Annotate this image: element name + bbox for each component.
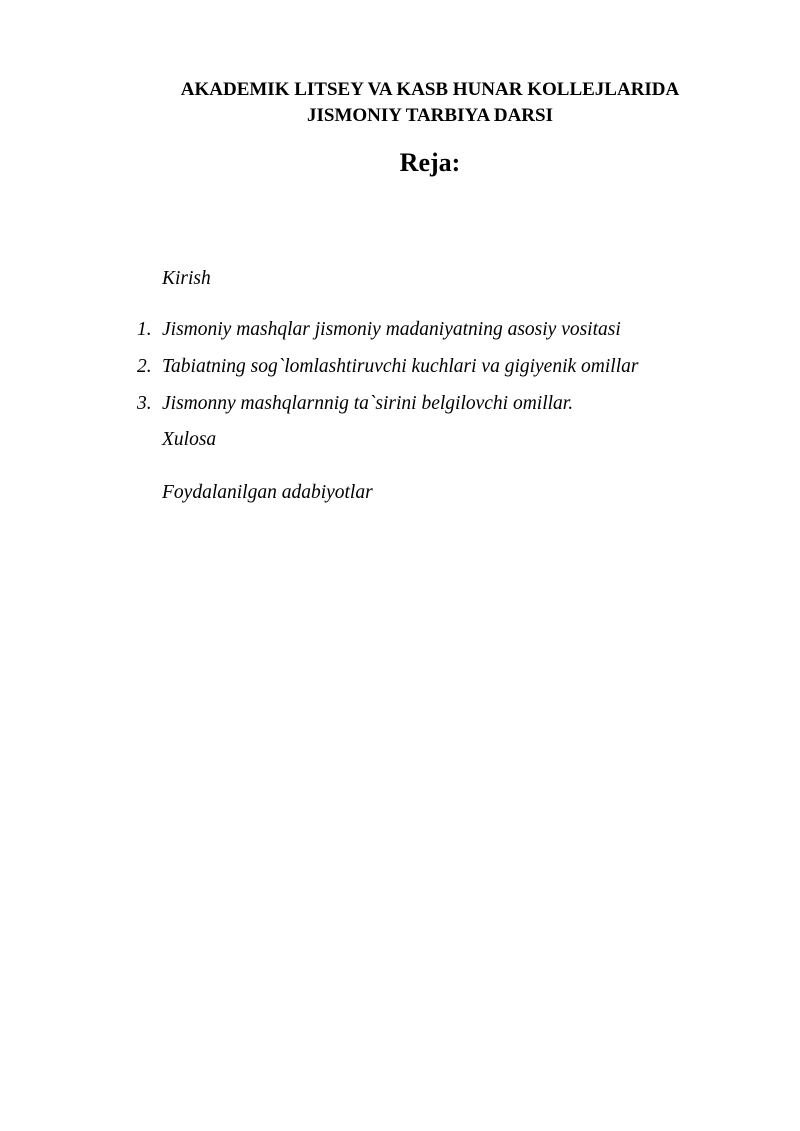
plan-item-number: 2.: [137, 356, 152, 377]
conclusion-entry: Xulosa: [162, 429, 217, 450]
plan-item-number: 1.: [137, 319, 152, 340]
document-title-line-2: JISMONIY TARBIYA DARSI: [306, 105, 553, 126]
plan-item-text: Tabiatning sog`lomlashtiruvchi kuchlari va gigiyenik omillar: [162, 356, 639, 377]
plan-heading: Reja:: [399, 148, 461, 177]
intro-entry: Kirish: [162, 268, 211, 289]
plan-item-text: Jismoniy mashqlar jismoniy madaniyatning asosiy vositasi: [162, 319, 621, 340]
plan-item-text: Jismonny mashqlarnnig ta`sirini belgilovchi omillar.: [162, 393, 574, 414]
references-entry: Foydalanilgan adabiyotlar: [162, 482, 373, 503]
plan-item-number: 3.: [137, 393, 152, 414]
document-title-line-1: AKADEMIK LITSEY VA KASB HUNAR KOLLEJLARIDA: [180, 79, 680, 100]
